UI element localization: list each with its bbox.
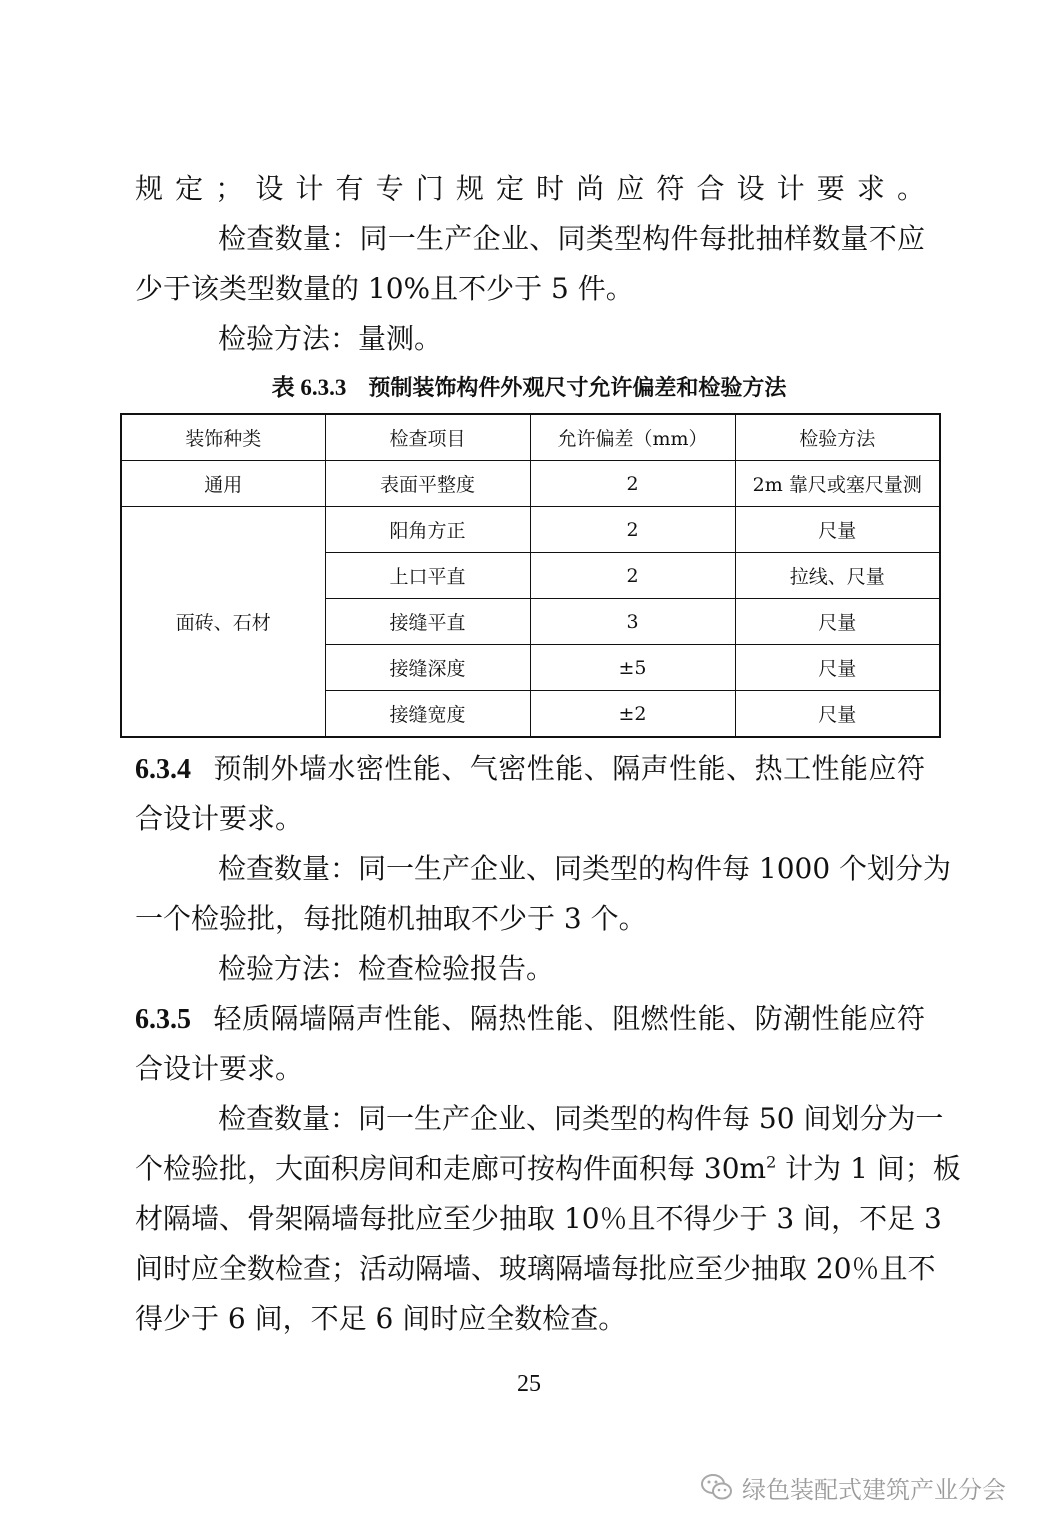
category-cell: 通用 [121, 461, 325, 507]
method-cell: 尺量 [735, 507, 940, 553]
paragraph-line: 检查数量：同一生产企业、同类型的构件每 1000 个划分为 [218, 852, 952, 885]
paragraph-line: 检验方法：检查检验报告。 [218, 952, 555, 985]
paragraph-line: 得少于 6 间，不足 6 间时应全数检查。 [135, 1302, 627, 1335]
tolerance-cell: ±5 [530, 645, 735, 691]
section-heading-line [135, 752, 925, 787]
paragraph-line: 检查数量：同一生产企业、同类型构件每批抽样数量不应 [218, 222, 925, 255]
method-cell: 尺量 [735, 599, 940, 645]
tolerance-table [120, 413, 941, 738]
method-cell: 拉线、尺量 [735, 553, 940, 599]
wechat-icon [700, 1472, 734, 1502]
section-text: 预制外墙水密性能、气密性能、隔声性能、热工性能应符 [213, 752, 925, 785]
paragraph-line: 间时应全数检查；活动隔墙、玻璃隔墙每批应至少抽取 20％且不 [135, 1252, 936, 1285]
table-row [121, 507, 940, 553]
paragraph-line: 检查数量：同一生产企业、同类型的构件每 50 间划分为一 [218, 1102, 944, 1135]
paragraph-line [135, 1152, 961, 1186]
paragraph-line: 合设计要求。 [135, 1052, 304, 1085]
section-number: 6.3.5 [135, 1004, 191, 1035]
watermark-text: 绿色装配式建筑产业分会 [742, 1475, 1006, 1504]
table-caption [120, 373, 938, 404]
item-cell: 上口平直 [325, 553, 530, 599]
paragraph-line: 检验方法：量测。 [218, 322, 443, 355]
paragraph-line: 合设计要求。 [135, 802, 304, 835]
method-cell: 尺量 [735, 645, 940, 691]
tolerance-cell: ±2 [530, 691, 735, 738]
table-title: 预制装饰构件外观尺寸允许偏差和检验方法 [368, 376, 787, 401]
superscript: 2 [766, 1152, 777, 1172]
item-cell: 接缝平直 [325, 599, 530, 645]
table-header-cell: 允许偏差（mm） [530, 414, 735, 461]
section-text: 轻质隔墙隔声性能、隔热性能、阻燃性能、防潮性能应符 [213, 1002, 925, 1035]
paragraph-line: 少于该类型数量的 10%且不少于 5 件。 [135, 272, 634, 305]
table-header-cell: 检验方法 [735, 414, 940, 461]
item-cell: 表面平整度 [325, 461, 530, 507]
item-cell: 阳角方正 [325, 507, 530, 553]
watermark [700, 1469, 1006, 1505]
tolerance-cell: 3 [530, 599, 735, 645]
paragraph-line: 规定；设计有专门规定时尚应符合设计要求。 [135, 172, 925, 205]
paragraph-line: 材隔墙、骨架隔墙每批应至少抽取 10％且不得少于 3 间，不足 3 [135, 1202, 942, 1235]
text-segment: 个检验批，大面积房间和走廊可按构件面积每 30m [135, 1152, 767, 1185]
page-number: 25 [517, 1371, 541, 1397]
item-cell: 接缝深度 [325, 645, 530, 691]
tolerance-cell: 2 [530, 507, 735, 553]
tolerance-cell: 2 [530, 461, 735, 507]
paragraph-line: 一个检验批，每批随机抽取不少于 3 个。 [135, 902, 647, 935]
table-header-row [121, 414, 940, 461]
tolerance-cell: 2 [530, 553, 735, 599]
section-number: 6.3.4 [135, 754, 191, 785]
section-heading-line [135, 1002, 925, 1037]
item-cell: 接缝宽度 [325, 691, 530, 738]
text-segment: 计为 1 间；板 [776, 1152, 961, 1185]
table-row [121, 461, 940, 507]
table-number: 表 6.3.3 [271, 375, 347, 400]
table-header-cell: 检查项目 [325, 414, 530, 461]
table-header-cell: 装饰种类 [121, 414, 325, 461]
category-cell: 面砖、石材 [121, 507, 325, 738]
method-cell: 2m 靠尺或塞尺量测 [735, 461, 940, 507]
method-cell: 尺量 [735, 691, 940, 738]
